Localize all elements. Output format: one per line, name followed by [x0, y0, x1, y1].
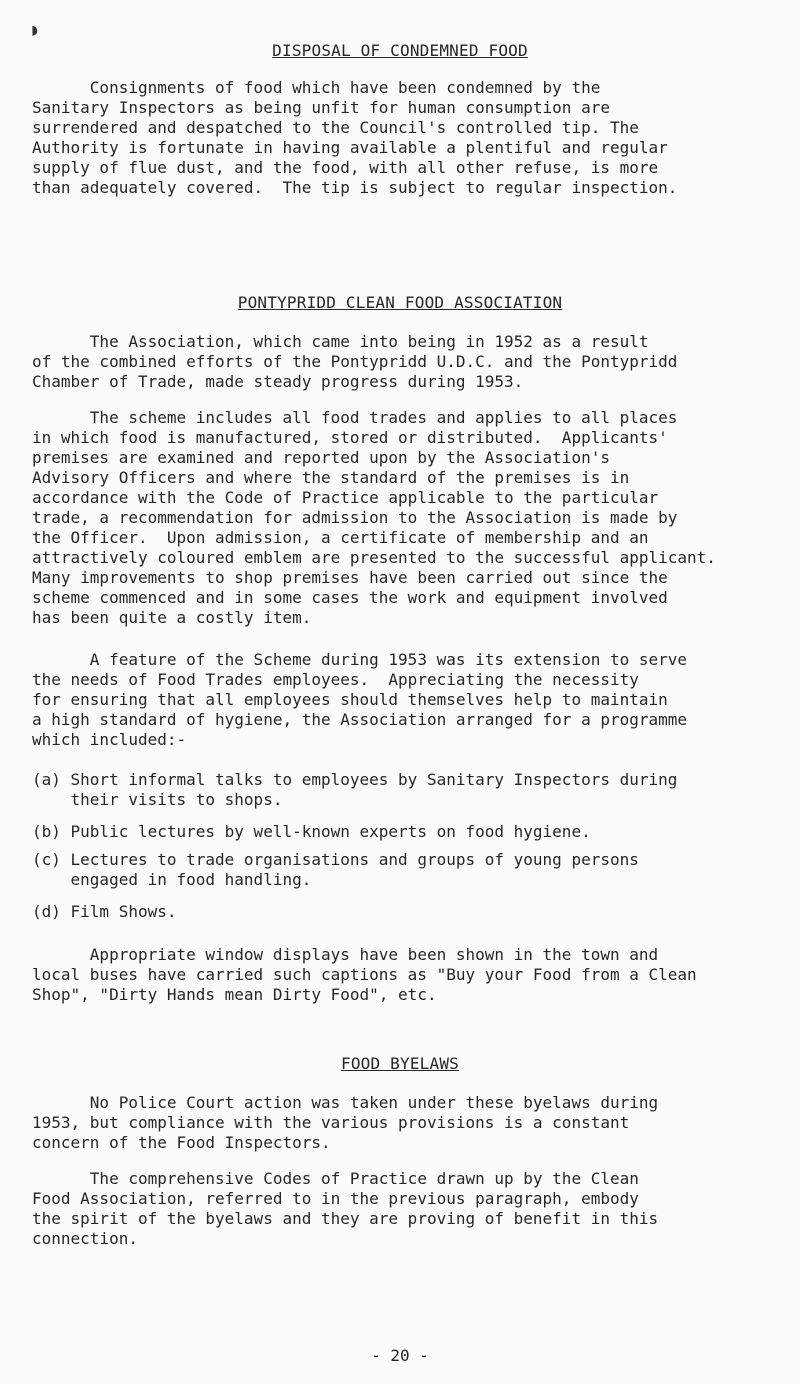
section-heading-disposal: DISPOSAL OF CONDEMNED FOOD	[272, 41, 528, 60]
paragraph-codes-of-practice: The comprehensive Codes of Practice drawn up by the Clean Food Association, referred to in the previous paragraph, embody the spirit of the byelaws and they are proving of benefit in this connection.	[32, 1169, 659, 1248]
list-item: (a) Short informal talks to employees by Sanitary Inspectors during their visits to shops.	[32, 770, 678, 809]
section-heading-byelaws: FOOD BYELAWS	[341, 1054, 459, 1073]
list-item: (d) Film Shows.	[32, 902, 177, 921]
paragraph-displays: Appropriate window displays have been shown in the town and local buses have carried such captions as "Buy your Food from a Clean Shop", "Dirty Hands mean Dirty Food", etc.	[32, 945, 697, 1004]
list-item: (c) Lectures to trade organisations and groups of young persons engaged in food handling.	[32, 850, 639, 889]
page-number: - 20 -	[371, 1346, 429, 1365]
paragraph-feature: A feature of the Scheme during 1953 was its extension to serve the needs of Food Trades employees. Appreciating the necessity for ensuring that all employees should themselves help to maintain a high standard of hygiene, the Association arranged for a programme which included:-	[32, 650, 688, 749]
section-heading-clean-food: PONTYPRIDD CLEAN FOOD ASSOCIATION	[237, 293, 563, 312]
paragraph-court-action: No Police Court action was taken under these byelaws during 1953, but compliance with the various provisions is a constant concern of the Food Inspectors.	[32, 1093, 659, 1152]
margin-mark: ◗	[30, 20, 40, 39]
paragraph-disposal: Consignments of food which have been condemned by the Sanitary Inspectors as being unfit for human consumption are surrendered and despatched to the Council's controlled tip. The Authority is fortunate in having available a plentiful and regular supply of flue dust, and the food, with all other refuse, is more than adequately covered. The tip is subject to regular inspection.	[32, 78, 678, 197]
paragraph-association: The Association, which came into being in 1952 as a result of the combined efforts of the Pontypridd U.D.C. and the Pontypridd Chamber of Trade, made steady progress during 1953.	[32, 332, 678, 391]
list-item: (b) Public lectures by well-known experts on food hygiene.	[32, 822, 591, 841]
paragraph-scheme: The scheme includes all food trades and applies to all places in which food is manufactured, stored or distributed. Applicants' premises are examined and reported upon by the Association's Advisory Officers and where the standard of the premises is in accordance with the Code of Practice applicable to the particular trade, a recommendation for admission to the Association is made by the Officer. Upon admission, a certificate of membership and an attractively coloured emblem are presented to the successful applicant. Many improvements to shop premises have been carried out since the scheme commenced and in some cases the work and equipment involved has been quite a costly item.	[32, 408, 716, 627]
